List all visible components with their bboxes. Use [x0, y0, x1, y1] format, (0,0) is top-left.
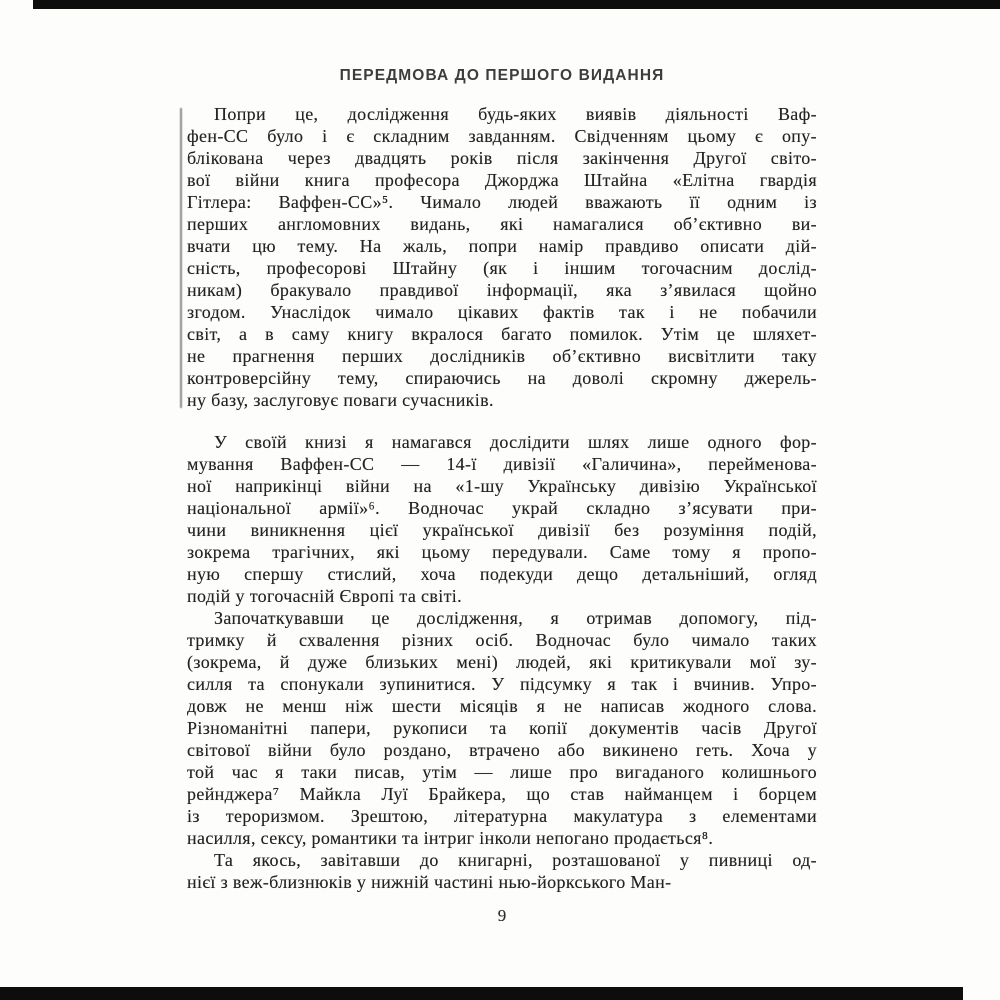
- text-line: насилля, сексу, романтики та інтриг інколи непогано продається⁸.: [187, 828, 714, 848]
- text-line: У своїй книзі я намагався дослідити шлях лише одного фор-: [214, 432, 817, 452]
- text-line: ної наприкінці війни на «1-шу Українську дивізію Української: [187, 476, 817, 496]
- text-line: контроверсійну тему, спираючись на доволі скромну джерель-: [187, 368, 817, 388]
- text-line: рейнджера⁷ Майкла Луї Брайкера, що став найманцем і борцем: [187, 784, 817, 804]
- text-line: силля та спонукали зупинитися. У підсумку я так і вчинив. Упро-: [187, 674, 817, 694]
- text-line: Різноманітні папери, рукописи та копії документів часів Другої: [187, 718, 817, 738]
- scan-edge-bar-top: [33, 0, 1000, 9]
- chapter-heading: ПЕРЕДМОВА ДО ПЕРШОГО ВИДАННЯ: [339, 67, 665, 84]
- text-line: ну базу, заслуговує поваги сучасників.: [187, 390, 494, 410]
- page-number: 9: [497, 906, 507, 925]
- text-line: згодом. Унаслідок чимало цікавих фактів так і не побачили: [187, 302, 817, 322]
- text-line: зокрема трагічних, які цьому передували. Саме тому я пропо-: [187, 542, 817, 562]
- text-line: сність, професорові Штайну (як і іншим тогочасним дослід-: [187, 258, 817, 278]
- text-line: нієї з веж-близнюків у нижній частині нью-йоркського Ман-: [187, 872, 672, 892]
- text-line: Гітлера: Ваффен-СС»⁵. Чимало людей вважають її одним із: [187, 192, 817, 212]
- text-line: той час я таки писав, утім — лише про вигаданого колишнього: [187, 762, 817, 782]
- text-line: Започаткувавши це дослідження, я отримав допомогу, під-: [214, 608, 817, 628]
- text-line: ную спершу стислий, хоча подекуди дещо детальніший, огляд: [187, 564, 817, 584]
- text-line: тримку й схвалення різних осіб. Водночас було чимало таких: [187, 630, 817, 650]
- binding-shadow-line: [180, 108, 182, 408]
- text-line: блікована через двадцять років після закінчення Другої світо-: [187, 148, 817, 168]
- paragraph: [187, 103, 817, 411]
- text-line: із тероризмом. Зрештою, літературна макулатура з елементами: [187, 806, 817, 826]
- text-line: не прагнення перших дослідників об’єктивно висвітлити таку: [187, 346, 817, 366]
- text-line: перших англомовних видань, які намагалися об’єктивно ви-: [187, 214, 817, 234]
- text-line: фен-СС було і є складним завданням. Свідченням цьому є опу-: [187, 126, 817, 146]
- text-line: світової війни було роздано, втрачено або викинено геть. Хоча у: [187, 740, 817, 760]
- text-line: світ, а в саму книгу вкралося багато помилок. Утім це шляхет-: [187, 324, 817, 344]
- text-line: Та якось, завітавши до книгарні, розташованої у пивниці од-: [214, 850, 817, 870]
- text-line: довж не менш ніж шести місяців я не написав жодного слова.: [187, 696, 817, 716]
- text-line: мування Ваффен-СС — 14-ї дивізії «Галичина», перейменова-: [187, 454, 817, 474]
- text-line: подій у тогочасній Європі та світі.: [187, 586, 462, 606]
- paragraph: [187, 849, 817, 893]
- paragraph: [187, 607, 817, 849]
- scan-edge-bar-bottom: [0, 987, 963, 1000]
- text-line: вчати цю тему. На жаль, попри намір правдиво описати дій-: [187, 236, 817, 256]
- paragraph: [187, 431, 817, 607]
- text-line: національної армії»⁶. Водночас украй складно з’ясувати при-: [187, 498, 817, 518]
- text-line: (зокрема, й дуже близьких мені) людей, які критикували мої зу-: [187, 652, 817, 672]
- text-line: Попри це, дослідження будь-яких виявів діяльності Ваф-: [214, 104, 817, 124]
- body-text: [187, 103, 817, 893]
- text-line: никам) бракувало правдивої інформації, яка з’явилася щойно: [187, 280, 817, 300]
- text-line: чини виникнення цієї української дивізії без розуміння подій,: [187, 520, 817, 540]
- text-line: вої війни книга професора Джорджа Штайна «Елітна гвардія: [187, 170, 817, 190]
